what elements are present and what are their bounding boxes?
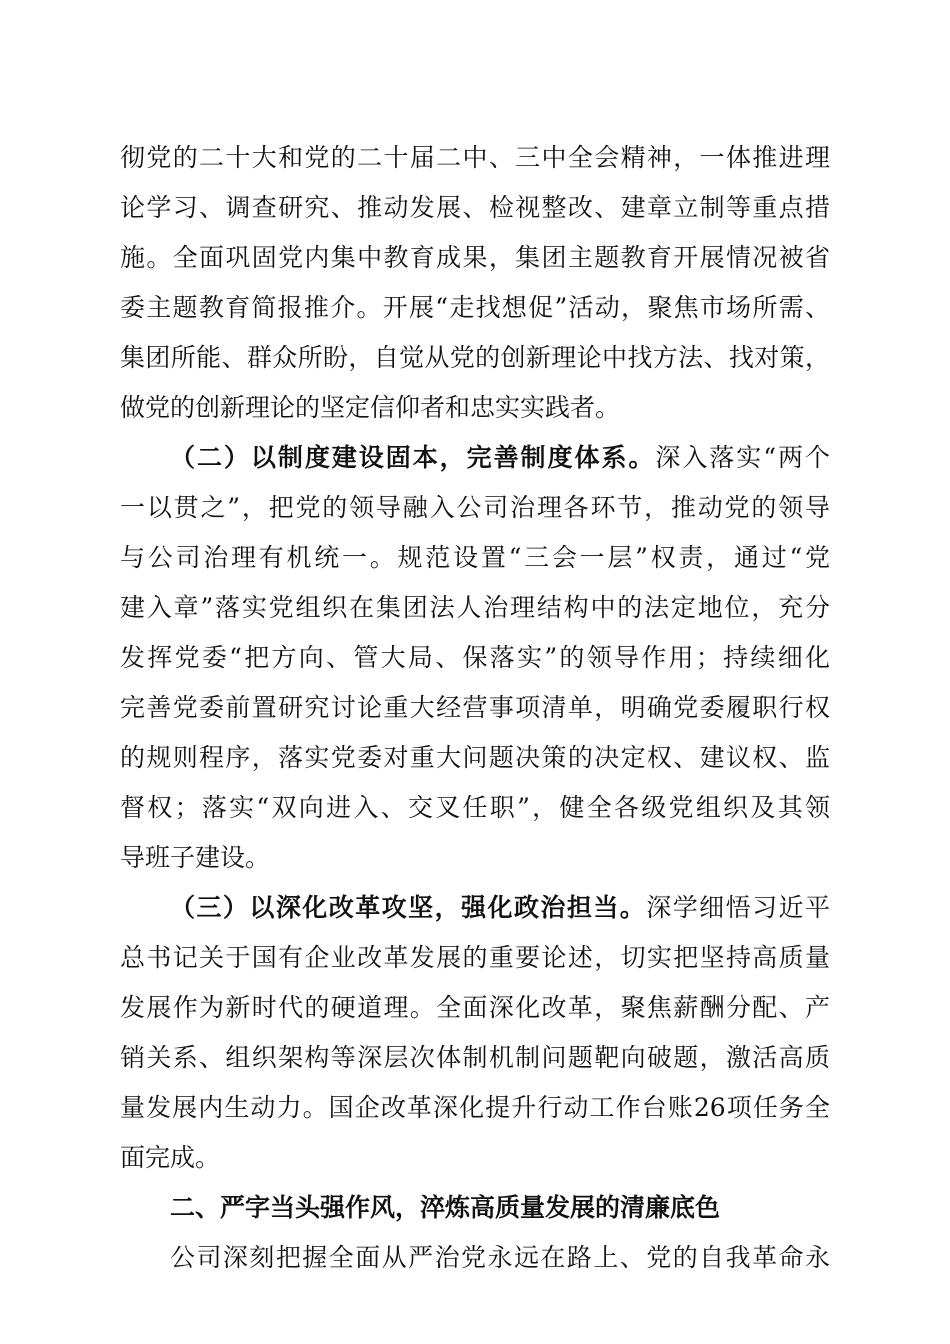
paragraph-2-line-6: 完善党委前置研究讨论重大经营事项清单，明确党委履职行权 bbox=[120, 693, 830, 722]
paragraph-1-line-3: 施。全面巩固党内集中教育成果，集团主题教育开展情况被省 bbox=[120, 243, 830, 272]
paragraph-4-line-1: 公司深刻把握全面从严治党永远在路上、党的自我革命永 bbox=[170, 1243, 830, 1272]
paragraph-2-first-line-rest: 深入落实“两个 bbox=[655, 443, 830, 472]
paragraph-1-line-5: 集团所能、群众所盼，自觉从党的创新理论中找方法、找对策， bbox=[120, 343, 830, 372]
paragraph-3-lead: （三）以深化改革攻坚，强化政治担当。 bbox=[170, 893, 647, 922]
paragraph-1-line-6: 做党的创新理论的坚定信仰者和忠实实践者。 bbox=[120, 393, 621, 422]
paragraph-2-line-2: 一以贯之”，把党的领导融入公司治理各环节，推动党的领导 bbox=[120, 493, 830, 522]
paragraph-2-line-7: 的规则程序，落实党委对重大问题决策的决定权、建议权、监 bbox=[120, 743, 830, 772]
paragraph-2-line-9: 导班子建设。 bbox=[120, 843, 271, 872]
paragraph-1-line-4: 委主题教育简报推介。开展“走找想促”活动，聚焦市场所需、 bbox=[120, 293, 830, 322]
section-heading: 二、严字当头强作风，淬炼高质量发展的清廉底色 bbox=[170, 1193, 721, 1222]
paragraph-3-line-5: 量发展内生动力。国企改革深化提升行动工作台账26项任务全 bbox=[120, 1093, 830, 1122]
paragraph-1-line-2: 论学习、调查研究、推动发展、检视整改、建章立制等重点措 bbox=[120, 193, 830, 222]
paragraph-3-line-2: 总书记关于国有企业改革发展的重要论述，切实把坚持高质量 bbox=[120, 943, 830, 972]
paragraph-2-line-5: 发挥党委“把方向、管大局、保落实”的领导作用；持续细化 bbox=[120, 643, 830, 672]
paragraph-1-line-1: 彻党的二十大和党的二十届二中、三中全会精神，一体推进理 bbox=[120, 143, 830, 172]
paragraph-3-line-3: 发展作为新时代的硬道理。全面深化改革，聚焦薪酬分配、产 bbox=[120, 993, 830, 1022]
paragraph-2-line-8: 督权；落实“双向进入、交叉任职”，健全各级党组织及其领 bbox=[120, 793, 830, 822]
paragraph-2-lead: （二）以制度建设固本，完善制度体系。 bbox=[170, 443, 656, 472]
paragraph-2-line-3: 与公司治理有机统一。规范设置“三会一层”权责，通过“党 bbox=[120, 543, 830, 572]
paragraph-2-line-1 bbox=[170, 438, 830, 478]
paragraph-3-line-1 bbox=[170, 888, 830, 928]
paragraph-3-line-6: 面完成。 bbox=[120, 1143, 221, 1172]
paragraph-3-line-4: 销关系、组织架构等深层次体制机制问题靶向破题，激活高质 bbox=[120, 1043, 830, 1072]
paragraph-3-first-line-rest: 深学细悟习近平 bbox=[646, 893, 830, 922]
paragraph-2-line-4: 建入章”落实党组织在集团法人治理结构中的法定地位，充分 bbox=[120, 593, 830, 622]
